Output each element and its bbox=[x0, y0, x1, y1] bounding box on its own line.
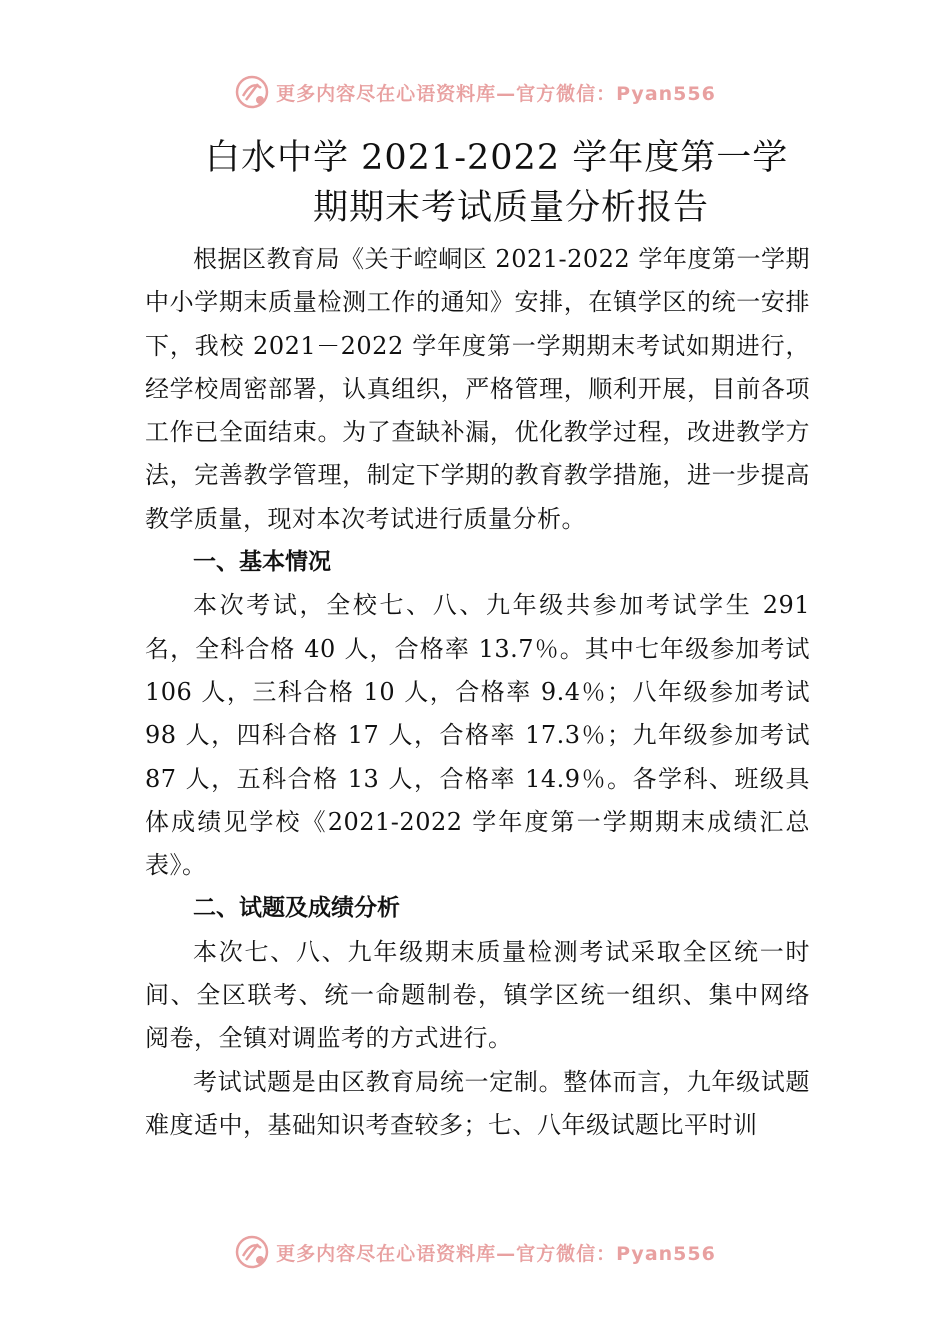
paragraph-intro: 根据区教育局《关于崆峒区 2021-2022 学年度第一学期中小学期末质量检测工作的通知》安排，在镇学区的统一安排下，我校 2021－2022 学年度第一学期期末考试如期进行，经学校周密部署，认真组织，严格管理，顺利开展，目前各项工作已全面结束。为了查缺补漏，优化教学过程，改进教学方法，完善教学管理，制定下学期的教育教学措施，进一步提高教学质量，现对本次考试进行质量分析。 bbox=[145, 245, 810, 533]
section-heading-analysis: 二、试题及成绩分析 bbox=[193, 895, 400, 922]
section-heading-basic: 一、基本情况 bbox=[193, 549, 331, 576]
document-body bbox=[145, 238, 810, 1147]
watermark-footer bbox=[0, 1232, 950, 1272]
document-title-line1: 白水中学 2021-2022 学年度第一学 bbox=[205, 138, 789, 178]
watermark-header bbox=[0, 72, 950, 112]
watermark-text: 更多内容尽在心语资料库—官方微信：Pyan556 bbox=[276, 82, 716, 105]
document-title-line2: 期期末考试质量分析报告 bbox=[313, 188, 710, 228]
paragraph-basic-stats: 本次考试，全校七、八、九年级共参加考试学生 291 名，全科合格 40 人，合格率 13.7％。其中七年级参加考试 106 人，三科合格 10 人，合格率 9.4％；八年级参加考试 98 人，四科合格 17 人，合格率 17.3％；九年级参加考试 87 人，五科合格 13 人，合格率 14.9％。各学科、班级具体成绩见学校《2021-2022 学年度第一学期期末成绩汇总表》。 bbox=[145, 591, 810, 880]
watermark-text: 更多内容尽在心语资料库—官方微信：Pyan556 bbox=[276, 1242, 716, 1265]
paragraph-exam-method: 本次七、八、九年级期末质量检测考试采取全区统一时间、全区联考、统一命题制卷，镇学区统一组织、集中网络 阅卷，全镇对调监考的方式进行。 bbox=[145, 937, 810, 1053]
watermark-logo-icon bbox=[234, 74, 270, 110]
paragraph-exam-difficulty: 考试试题是由区教育局统一定制。整体而言，九年级试题难度适中，基础知识考查较多；七、八年级试题比平时训 bbox=[145, 1067, 810, 1139]
watermark-logo-icon bbox=[234, 1234, 270, 1270]
